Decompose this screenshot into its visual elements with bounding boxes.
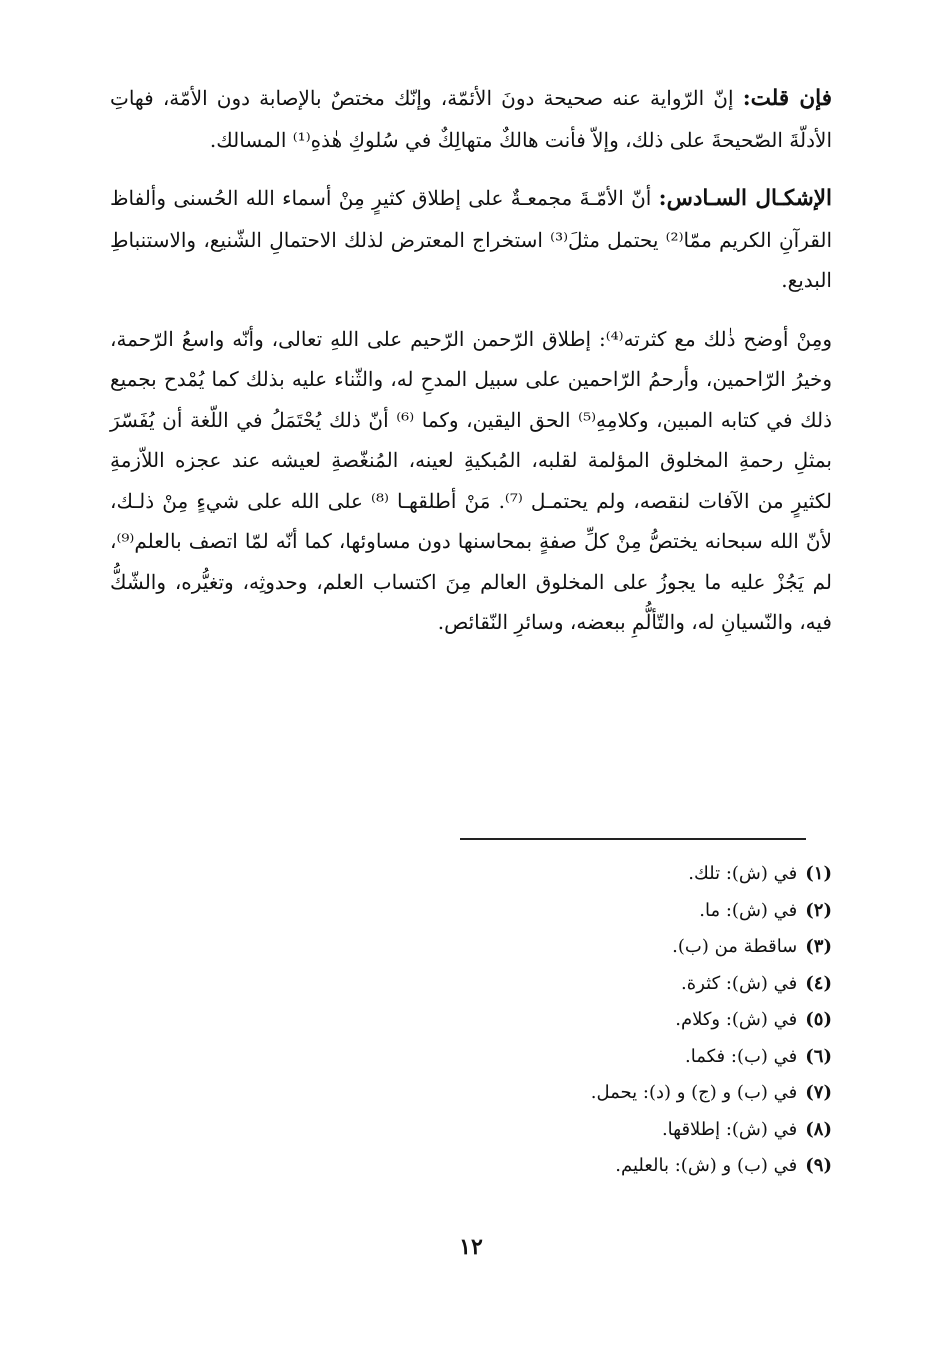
footnote xyxy=(110,1112,832,1149)
footnote xyxy=(110,966,832,1003)
paragraph-lead: الإشكـال السـادس: xyxy=(658,186,833,211)
footnote-number: (٩) xyxy=(805,1155,832,1176)
footnote-text: في (ش): تلك. xyxy=(688,863,798,884)
footnote-text: في (ش): ما. xyxy=(699,899,798,921)
footnote xyxy=(110,1039,832,1076)
footnote-number: (٣) xyxy=(805,936,832,957)
footnote-number: (٨) xyxy=(805,1118,832,1140)
paragraph-lead: فإن قلت: xyxy=(742,86,832,111)
paragraph-text: إنّ الرّواية عنه صحيحة دونَ الأئمّة، وإنّك مختصٌ بالإصابة دون الأمّة، فهاتِ الأدلّةَ الصّحيحةَ على ذلك، وإلاّ فأنت هالكٌ متهالِكٌ في سُلوكِ هٰذهِ⁽¹⁾ المسالك. xyxy=(110,86,832,152)
footnote-number: (٦) xyxy=(805,1045,832,1067)
paragraph-text: ومِنْ أوضح ذٰلك مع كثرته⁽⁴⁾: إطلاق الرّحمن الرّحيم على اللهِ تعالى، وأنّه واسعُ الرّحمة، وخيرُ الرّاحمين، وأرحمُ الرّاحمين على سبيل المدحِ له، والثّناء عليه بذلك كما يُمْدح بجميع ذلك في كتابه المبين، وكلامِهِ⁽⁵⁾ الحق اليقين، وكما ⁽⁶⁾ أنّ ذلك يُحْتَمَلُ في اللّغة أن يُفَسّرَ بمثلِ رحمةِ المخلوق المؤلمة لقلبه، المُبكيةِ لعينه، المُنغّصةِ لعيشه عند عجزه اللاّزمةِ لكثيرٍ من الآفات لنقصه، ولم يحتمـل ⁽⁷⁾. مَنْ أطلقهـا ⁽⁸⁾ على الله على شيءٍ مِنْ ذلـك، لأنّ الله سبحانه يختصُّ مِنْ كلِّ صفةٍ بمحاسنها دون مساوئها، كما أنّه لمّا اتصف بالعلم⁽⁹⁾، لم يَجُزْ عليه ما يجوزُ على المخلوق العالم مِنَ اكتساب العلم، وحدوثِه، وتغيُّره، والشّكُّ فيه، والنّسيانِ له، والتّألُّمِ ببعضه، وسائرِ النّقائص. xyxy=(110,326,832,634)
footnote-separator xyxy=(460,838,806,840)
paragraph xyxy=(110,319,832,643)
footnote xyxy=(110,1075,832,1112)
footnote-text: في (ش): كثرة. xyxy=(681,972,798,994)
footnote-text: ساقطة من (ب). xyxy=(672,936,798,957)
footnote-number: (٥) xyxy=(805,1009,832,1030)
footnote xyxy=(110,929,832,966)
paragraph-text: أنّ الأمّـةَ مجمعـةٌ على إطلاق كثيرٍ مِنْ أسماء الله الحُسنى وألفاظ القرآنِ الكريم ممّا⁽²⁾ يحتمل مثلَ⁽³⁾ استخراج المعترض لذلك الاحتمالِ الشّنيع، والاستنباطِ البديع. xyxy=(110,186,833,292)
page-number: ١٢ xyxy=(459,1234,483,1260)
footnote-number: (١) xyxy=(805,863,832,884)
footnote-number: (٧) xyxy=(805,1082,832,1103)
footnote-text: في (ش): إطلاقها. xyxy=(661,1118,798,1140)
paragraph xyxy=(110,78,832,160)
paragraph xyxy=(110,178,832,301)
footnote xyxy=(110,1002,832,1039)
footnote-number: (٤) xyxy=(805,972,832,994)
footnote xyxy=(110,1148,832,1185)
footnote-text: في (ب) و (ج) و (د): يحمل. xyxy=(590,1082,798,1103)
footnote xyxy=(110,893,832,930)
main-text xyxy=(110,78,832,643)
footnotes-list xyxy=(110,856,832,1185)
footnote-number: (٢) xyxy=(805,899,832,921)
footnote xyxy=(110,856,832,893)
footnote-text: في (ب): فكما. xyxy=(685,1045,798,1067)
footnote-text: في (ش): وكلام. xyxy=(675,1009,798,1030)
footnote-text: في (ب) و (ش): بالعليم. xyxy=(615,1155,798,1176)
